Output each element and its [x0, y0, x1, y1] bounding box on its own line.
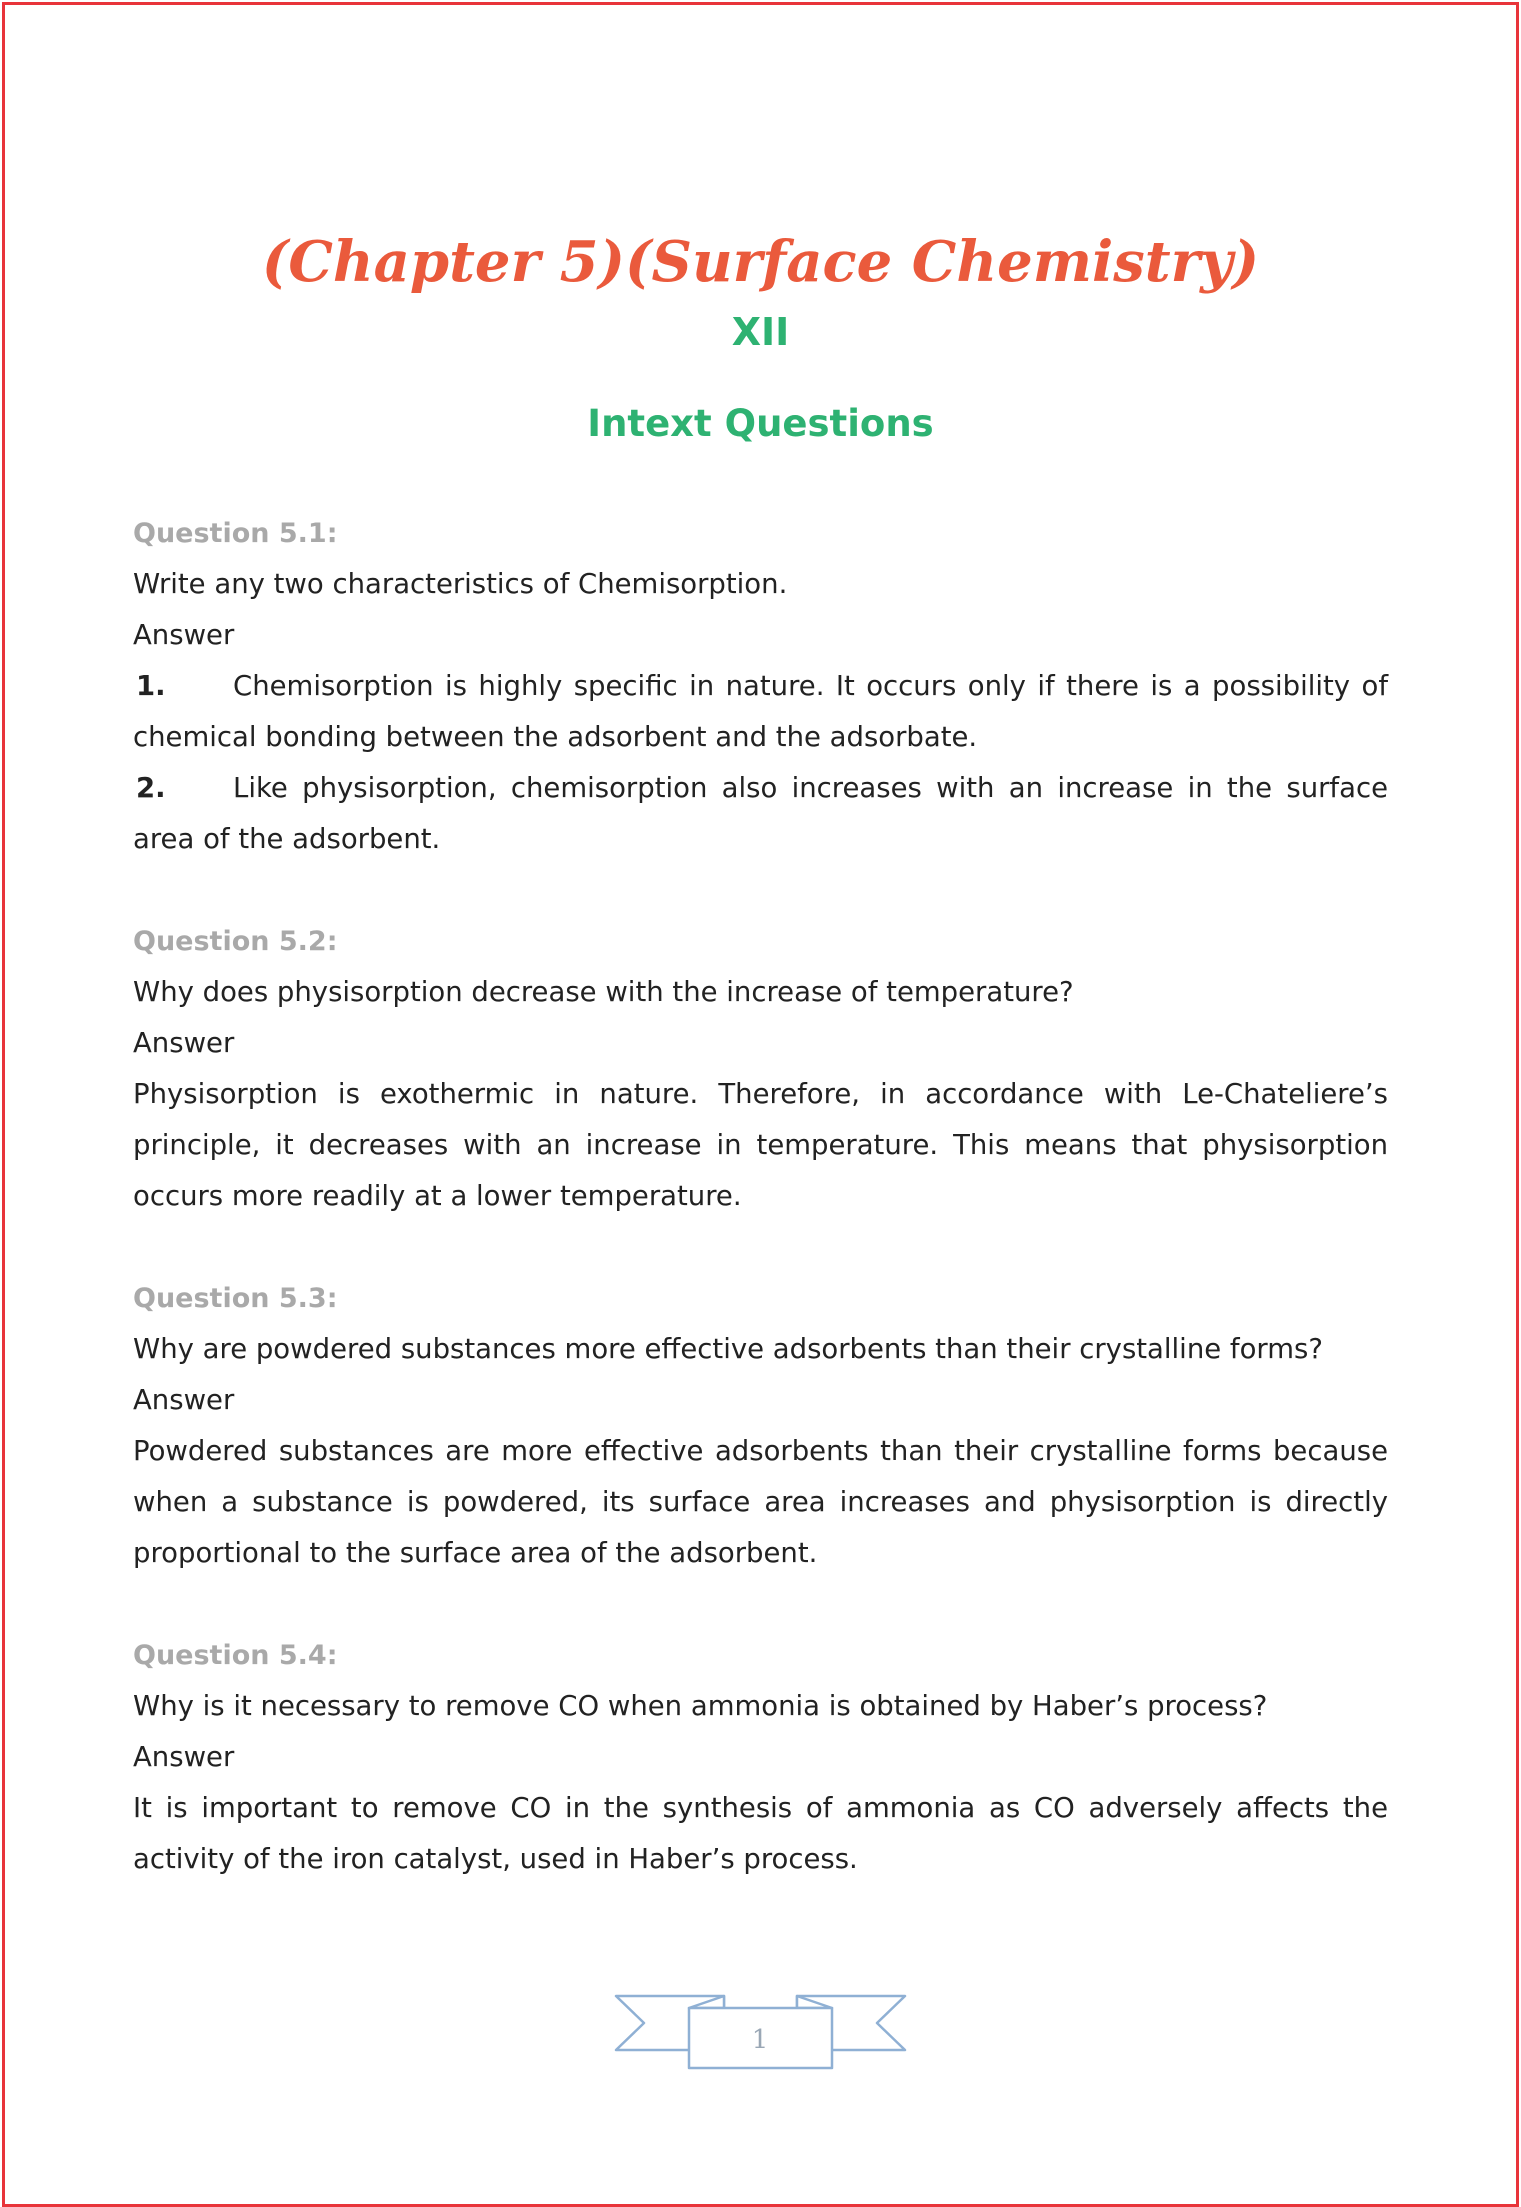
- question-number: Question 5.4:: [133, 1640, 338, 1671]
- question-text: Why are powdered substances more effective adsorbents than their crystalline forms?: [133, 1333, 1323, 1365]
- page-number: 1: [751, 2025, 769, 2055]
- question-text: Write any two characteristics of Chemisorption.: [133, 568, 788, 600]
- list-number: 2.: [136, 772, 166, 804]
- answer-list-item: [133, 661, 1388, 763]
- answer-label: Answer: [133, 1027, 235, 1059]
- answer-text: It is important to remove CO in the synthesis of ammonia as CO adversely affects the activity of the iron catalyst, used in Haber’s process.: [133, 1792, 1388, 1875]
- question-block-5-3: [133, 1273, 1388, 1579]
- class-label: XII: [731, 310, 790, 354]
- answer-text: Physisorption is exothermic in nature. Therefore, in accordance with Le-Chateliere’s principle, it decreases with an increase in temperature. This means that physisorption occurs more readily at a lower temperature.: [133, 1078, 1388, 1212]
- answer-label: Answer: [133, 1384, 235, 1416]
- questions-content: [133, 508, 1388, 1936]
- answer-label: Answer: [133, 1741, 235, 1773]
- question-text: Why is it necessary to remove CO when ammonia is obtained by Haber’s process?: [133, 1690, 1268, 1722]
- chapter-title: (Chapter 5)(Surface Chemistry): [261, 229, 1260, 295]
- question-number: Question 5.1:: [133, 518, 338, 549]
- answer-list-item: [133, 763, 1388, 865]
- question-block-5-1: [133, 508, 1388, 865]
- question-block-5-2: [133, 916, 1388, 1222]
- answer-label: Answer: [133, 619, 235, 651]
- question-text: Why does physisorption decrease with the increase of temperature?: [133, 976, 1074, 1008]
- question-block-5-4: [133, 1630, 1388, 1885]
- question-number: Question 5.3:: [133, 1283, 338, 1314]
- list-number: 1.: [136, 670, 166, 702]
- answer-text: Powdered substances are more effective adsorbents than their crystalline forms because when a substance is powdered, its surface area increases and physisorption is directly proportional to the surface area of the adsorbent.: [133, 1435, 1388, 1569]
- list-item-text: Like physisorption, chemisorption also increases with an increase in the surface area of the adsorbent.: [133, 772, 1388, 855]
- section-heading: Intext Questions: [587, 402, 934, 445]
- list-item-text: Chemisorption is highly specific in nature. It occurs only if there is a possibility of chemical bonding between the adsorbent and the adsorbate.: [133, 670, 1388, 753]
- question-number: Question 5.2:: [133, 926, 338, 957]
